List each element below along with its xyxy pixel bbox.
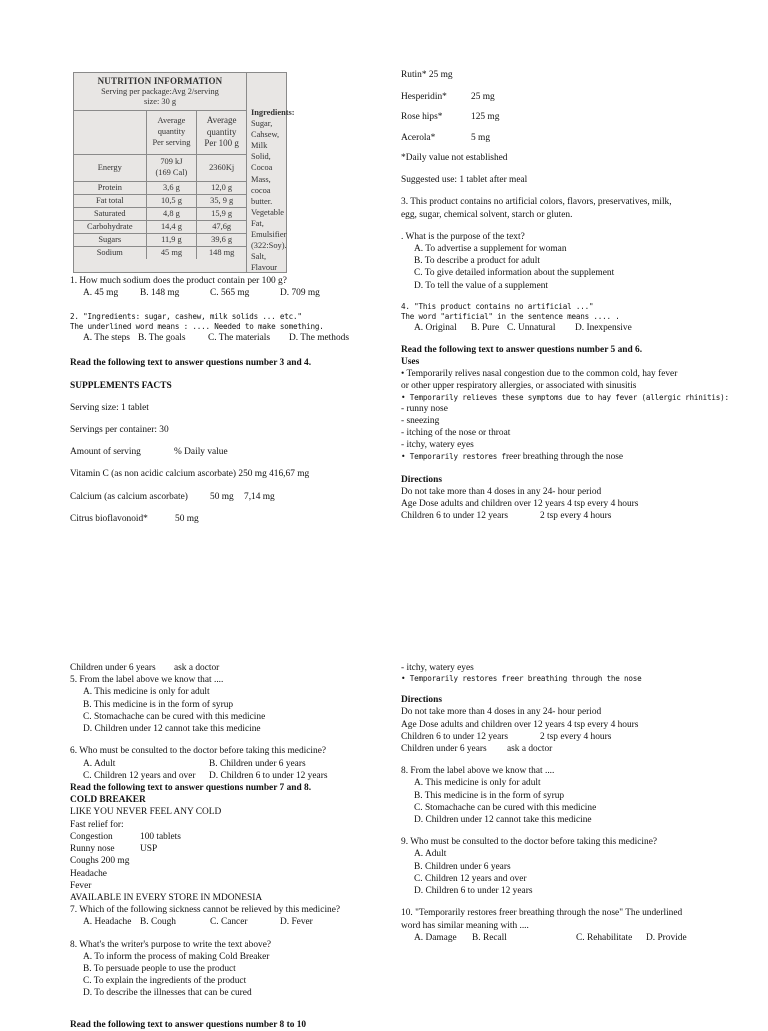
question-1: 1. How much sodium does the product contain per 100 g? [70, 276, 287, 286]
q4-option-c: C. Unnatural [507, 322, 556, 333]
q1-option-a: A. 45 mg [83, 288, 119, 299]
cold-breaker-slogan: LIKE YOU NEVER FEEL ANY COLD [70, 807, 222, 818]
col2-line: quantity [157, 127, 186, 137]
row-per-100g: 12,0 g [211, 182, 233, 192]
q4-options [401, 322, 701, 334]
directions-heading: Directions [401, 474, 442, 485]
hesperidin-name: Hesperidin* [401, 92, 447, 103]
q2-options [70, 332, 370, 344]
purpose-option-d: D. To tell the value of a supplement [414, 280, 549, 291]
ingredient-line: Sugar, [251, 119, 273, 129]
question-8-right: 8. From the label above we know that .... [401, 766, 555, 777]
row-per-serving: 4,8 g [147, 208, 198, 220]
left-bottom-column [70, 662, 380, 1031]
purpose-option-a: A. To advertise a supplement for woman [414, 243, 567, 254]
nutrition-grid [74, 110, 246, 259]
per-serving-header [147, 111, 198, 154]
question-2-quote: 2. "Ingredients: sugar, cashew, milk solids ... etc." [70, 312, 302, 322]
rose-hips-name: Rose hips* [401, 112, 443, 123]
vitamin-c-row: Vitamin C (as non acidic calcium ascorbate) 250 mg 416,67 mg [70, 469, 310, 480]
restores-hand-part: • Temporarily restores f [401, 452, 506, 462]
row-per-100g: 35, 9 g [210, 195, 234, 205]
suggested-use: Suggested use: 1 tablet after meal [401, 175, 528, 186]
q4-option-b: B. Pure [471, 322, 500, 333]
tablets: 100 tablets [140, 831, 181, 842]
q10-option-a: A. Damage [414, 932, 457, 943]
q8-option-c: C. To explain the ingredients of the product [83, 976, 247, 987]
q2-option-c: C. The materials [208, 333, 271, 344]
ingredient-line: Cahsew, [251, 130, 280, 140]
q1-options [70, 287, 370, 299]
row-per-serving: 45 mg [147, 247, 198, 259]
row-per-100g: 2360Kj [209, 162, 235, 172]
fast-relief: Fast relief for: [70, 819, 124, 830]
row-name: Saturated [74, 208, 147, 220]
q8r-option-b: B. This medicine is in the form of syrup [414, 790, 565, 801]
q10-options [401, 932, 731, 944]
row-per-100g: 15,9 g [211, 208, 233, 218]
q5-option-b: B. This medicine is in the form of syrup [83, 699, 234, 710]
directions-child-dose: 2 tsp every 4 hours [540, 511, 612, 522]
row-per-100g: 148 mg [208, 247, 235, 257]
congestion: Congestion [70, 831, 113, 842]
col2-line: Average [157, 116, 186, 126]
question-5: 5. From the label above we know that .... [70, 675, 224, 686]
purpose-option-b: B. To describe a product for adult [414, 256, 540, 267]
row-name: Sugars [74, 234, 147, 246]
coughs: Coughs 200 mg [70, 856, 130, 867]
ingredients-list [251, 107, 295, 273]
directions-line-1: Do not take more than 4 doses in any 24- hour period [401, 486, 602, 497]
q2-option-a: A. The steps [83, 333, 130, 344]
purpose-question: . What is the purpose of the text? [401, 231, 525, 242]
read-instruction-3-4: Read the following text to answer questions number 3 and 4. [70, 358, 312, 369]
symptom-item: - itching of the nose or throat [401, 427, 511, 438]
empty-header-cell [74, 111, 147, 154]
serving-line-2: size: 30 g [143, 96, 177, 106]
q10-option-b: B. Recall [472, 932, 507, 943]
restores-line: • Temporarily restores freer breathing through the nose [401, 674, 642, 684]
serving-line-1: Serving per package:Avg 2/serving [101, 86, 219, 96]
uses-line-2: or other upper respiratory allergies, or associated with sinusitis [401, 381, 637, 392]
row-per-serving [147, 155, 198, 181]
calcium-percent: 7,14 mg [244, 491, 275, 502]
question-6: 6. Who must be consulted to the doctor before taking this medicine? [70, 746, 327, 757]
question-2-prompt: The underlined word means : .... Needed to make something. [70, 322, 324, 332]
q10-option-c: C. Rehabilitate [576, 932, 633, 943]
uses-heading: Uses [401, 357, 420, 367]
acerola-name: Acerola* [401, 132, 436, 143]
symptom-item: - runny nose [401, 403, 448, 414]
q2-option-d: D. The methods [289, 333, 349, 344]
rose-hips-amount: 125 mg [471, 112, 500, 123]
nutrition-table [73, 72, 295, 273]
acerola-row [401, 132, 701, 144]
servings-per-container: Servings per container: 30 [70, 425, 169, 436]
symptom-item: - sneezing [401, 415, 440, 426]
statement-3-line-2: egg, sugar, chemical solvent, starch or gluten. [401, 209, 573, 220]
q7-option-a: A. Headache [83, 917, 132, 928]
question-10-line-1: 10. "Temporarily restores freer breathing through the nose" The underlined [401, 908, 683, 919]
ingredients-title: Ingredients: [251, 108, 295, 117]
q1-option-b: B. 148 mg [140, 288, 180, 299]
q5-option-a: A. This medicine is only for adult [83, 687, 210, 698]
read-instruction-5-6: Read the following text to answer questions number 5 and 6. [401, 344, 643, 355]
ingredient-line: Salt, Flavour [251, 252, 278, 273]
divider [246, 73, 247, 272]
directions-line-1: Do not take more than 4 doses in any 24- hour period [401, 707, 602, 718]
question-8: 8. What's the writer's purpose to write the text above? [70, 939, 272, 950]
left-top-column [70, 275, 370, 525]
q8r-option-a: A. This medicine is only for adult [414, 778, 541, 789]
per-100g-header [197, 111, 246, 154]
citrus-amount: 50 mg [175, 513, 199, 524]
q6-option-b: B. Children under 6 years [209, 758, 306, 769]
available-text: AVAILABLE IN EVERY STORE IN MDONESIA [70, 892, 263, 903]
q8-option-a: A. To inform the process of making Cold Breaker [83, 951, 270, 962]
table-row [74, 221, 246, 234]
q1-option-d: D. 709 mg [280, 288, 320, 299]
row-per-serving: 10,5 g [147, 195, 198, 207]
serving-size: Serving size: 1 tablet [70, 402, 149, 413]
restores-line [401, 451, 701, 463]
row-per-serving: 14,4 g [147, 221, 198, 233]
hesperidin-amount: 25 mg [471, 92, 495, 103]
citrus-name: Citrus bioflavonoid* [70, 513, 148, 524]
supplements-title: SUPPLEMENTS FACTS [70, 380, 172, 391]
rose-hips-row [401, 111, 701, 123]
table-row [74, 195, 246, 208]
q1-option-c: C. 565 mg [210, 288, 250, 299]
q7-options [70, 916, 380, 928]
fever: Fever [70, 880, 92, 891]
q4-option-d: D. Inexpensive [575, 322, 632, 333]
table-row [74, 234, 246, 247]
directions-line-2: Age Dose adults and children over 12 years 4 tsp every 4 hours [401, 719, 639, 730]
question-4-quote: 4. "This product contains no artificial ..." [401, 301, 594, 311]
hesperidin-row [401, 91, 701, 103]
ingredient-line: cocoa butter. [251, 185, 273, 206]
itchy-eyes: - itchy, watery eyes [401, 663, 474, 673]
q2-option-b: B. The goals [138, 333, 186, 344]
row-name: Sodium [74, 247, 147, 259]
q9-option-b: B. Children under 6 years [414, 861, 511, 872]
directions-heading: Directions [401, 695, 442, 706]
q8-option-b: B. To persuade people to use the product [83, 964, 236, 975]
row-per-100g: 47,6g [212, 221, 232, 231]
restores-rest: reer breathing through the nose [505, 452, 624, 463]
q9-option-c: C. Children 12 years and over [414, 873, 527, 884]
runny-nose-row [70, 843, 380, 855]
symptom-item: - itchy, watery eyes [401, 440, 474, 451]
question-9: 9. Who must be consulted to the doctor before taking this medicine? [401, 837, 658, 848]
congestion-row [70, 831, 380, 843]
ingredient-line: Vegetable [251, 207, 285, 217]
q7-option-b: B. Cough [140, 917, 176, 928]
ingredient-line: Fat, [251, 218, 264, 228]
q4-option-a: A. Original [414, 322, 457, 333]
cold-breaker-title: COLD BREAKER [70, 795, 146, 806]
nutrition-header [74, 73, 246, 107]
citrus-row [70, 513, 370, 525]
q6-option-c: C. Children 12 years and over [83, 770, 196, 781]
calcium-row [70, 491, 370, 503]
purpose-option-c: C. To give detailed information about the supplement [414, 268, 615, 279]
row-per-serving: 3,6 g [147, 182, 198, 194]
daily-value-note: *Daily value not established [401, 152, 508, 163]
table-row [74, 247, 246, 259]
usp: USP [140, 844, 158, 855]
nutrition-header-row [74, 111, 246, 155]
statement-3-line-1: 3. This product contains no artificial colors, flavors, preservatives, milk, [401, 197, 672, 208]
energy-cal: (169 Cal) [155, 168, 188, 177]
q7-option-c: C. Cancer [210, 917, 248, 928]
child-under-6: Children under 6 years [401, 743, 487, 754]
directions-child: Children 6 to under 12 years [401, 731, 509, 742]
acerola-amount: 5 mg [471, 132, 491, 143]
table-row [74, 182, 246, 195]
col3-line: Average [206, 114, 237, 125]
col3-line: quantity [206, 126, 237, 137]
calcium-amount: 50 mg [210, 491, 234, 502]
row-per-100g: 39,6 g [211, 234, 233, 244]
uses-line-1: • Temporarily relives nasal congestion due to the common cold, hay fever [401, 369, 678, 380]
ingredient-line: Emulsifier [251, 230, 287, 240]
row-name: Fat total [74, 195, 147, 207]
q8r-option-d: D. Children under 12 cannot take this medicine [414, 815, 592, 826]
q6-option-d: D. Children 6 to under 12 years [209, 770, 328, 781]
col2-line: Per serving [152, 137, 191, 147]
q6-options-row-1 [70, 758, 380, 770]
table-row [74, 208, 246, 221]
daily-value-label: % Daily value [174, 447, 228, 458]
row-per-serving: 11,9 g [147, 234, 198, 246]
directions-child: Children 6 to under 12 years [401, 511, 509, 522]
q10-option-d: D. Provide [646, 932, 687, 943]
ask-doctor: ask a doctor [507, 743, 553, 754]
ingredient-line: Milk Solid, [251, 141, 271, 162]
directions-child-row [401, 731, 731, 743]
row-name: Protein [74, 182, 147, 194]
question-7: 7. Which of the following sickness cannot be relieved by this medicine? [70, 905, 341, 916]
ingredient-line: Cocoa Mass, [251, 163, 273, 184]
headache: Headache [70, 868, 107, 879]
q7-option-d: D. Fever [280, 917, 313, 928]
question-10-line-2: word has similar meaning with .... [401, 920, 529, 931]
q5-option-d: D. Children under 12 cannot take this medicine [83, 724, 261, 735]
q6-option-a: A. Adult [83, 758, 116, 769]
q8-option-d: D. To describe the illnesses that can be cured [83, 988, 252, 999]
row-name: Carbohydrate [74, 221, 147, 233]
directions-child-row [401, 510, 701, 522]
calcium-name: Calcium (as calcium ascorbate) [70, 491, 188, 502]
right-top-column [401, 69, 729, 522]
q9-option-a: A. Adult [414, 849, 447, 860]
read-instruction-8-10: Read the following text to answer questions number 8 to 10 [70, 1019, 307, 1030]
question-4-prompt: The word "artificial" in the sentence means .... . [401, 311, 620, 321]
ingredient-line: (322:Soy). [251, 241, 287, 251]
amount-label: Amount of serving [70, 447, 141, 458]
energy-kj: 709 kJ [160, 157, 183, 167]
q9-option-d: D. Children 6 to under 12 years [414, 886, 533, 897]
directions-child-dose: 2 tsp every 4 hours [540, 731, 612, 742]
q5-option-c: C. Stomachache can be cured with this medicine [83, 711, 266, 722]
child-under-6-row [401, 743, 731, 755]
row-name: Energy [74, 155, 147, 181]
uses-line-3: • Temporarily relieves these symptoms due to hay fever (allergic rhinitis): [401, 392, 729, 402]
rutin-row: Rutin* 25 mg [401, 70, 453, 80]
runny-nose: Runny nose [70, 844, 115, 855]
right-bottom-column [401, 662, 731, 944]
q6-options-row-2 [70, 770, 380, 782]
directions-line-2: Age Dose adults and children over 12 years 4 tsp every 4 hours [401, 499, 639, 510]
nutrition-title: NUTRITION INFORMATION [97, 76, 223, 86]
ask-doctor: ask a doctor [174, 663, 220, 673]
q8r-option-c: C. Stomachache can be cured with this medicine [414, 802, 597, 813]
amount-row [70, 446, 370, 458]
table-row [74, 155, 246, 182]
child-under-6: Children under 6 years [70, 663, 156, 673]
child-under-6-row [70, 662, 380, 674]
col3-line: Per 100 g [204, 138, 239, 149]
read-instruction-7-8: Read the following text to answer questions number 7 and 8. [70, 782, 312, 793]
